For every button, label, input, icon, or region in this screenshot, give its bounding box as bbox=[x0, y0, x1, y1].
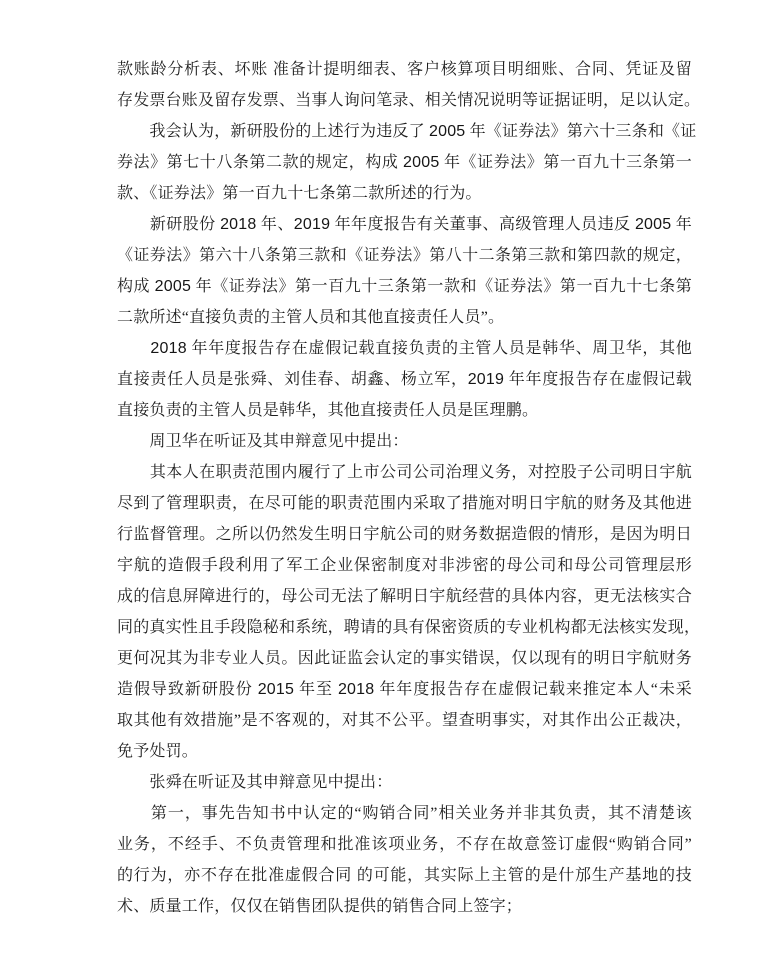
text-line: 宇航的造假手段利用了军工企业保密制度对非涉密的母公司和母公司管理层形 bbox=[117, 557, 692, 574]
text-line: 第一，事先告知书中认定的“购销合同”相关业务并非其负责，其不清楚该 bbox=[117, 805, 692, 822]
numeral: 2018 bbox=[150, 340, 187, 357]
numeral: 2018 bbox=[337, 681, 375, 698]
paragraph bbox=[117, 798, 692, 922]
numeral: 2005 bbox=[403, 154, 440, 171]
document-body bbox=[117, 54, 701, 922]
text-line: 构成 2005 年《证券法》第一百九十三条第一款和《证券法》第一百九十七条第 bbox=[117, 278, 692, 295]
text-line: 同的真实性且手段隐秘和系统，聘请的具有保密资质的专业机构都无法核实发现， bbox=[117, 619, 701, 636]
paragraph bbox=[117, 457, 701, 767]
numeral: 2019 bbox=[467, 371, 505, 388]
numeral: 2018 bbox=[220, 216, 257, 233]
text-line: 更何况其为非专业人员。因此证监会认定的事实错误，仅以现有的明日宇航财务 bbox=[117, 650, 692, 667]
text-line: 《证券法》第六十八条第三款和《证券法》第八十二条第三款和第四款的规定， bbox=[117, 247, 692, 264]
text-line: 直接负责的主管人员是韩华，其他直接责任人员是匡理鹏。 bbox=[117, 402, 539, 419]
text-line: 行监督管理。之所以仍然发生明日宇航公司的财务数据造假的情形，是因为明日 bbox=[117, 526, 692, 543]
text-line: 新研股份 2018 年、2019 年年度报告有关董事、高级管理人员违反 2005 年 bbox=[117, 216, 692, 233]
text-line: 术、质量工作，仅仅在销售团队提供的销售合同上签字； bbox=[117, 898, 523, 915]
text-line: 尽到了管理职责，在尽可能的职责范围内采取了措施对明日宇航的财务及其他进 bbox=[117, 495, 692, 512]
text-line: 造假导致新研股份 2015 年至 2018 年年度报告存在虚假记载来推定本人“未采 bbox=[117, 681, 692, 698]
paragraph bbox=[117, 116, 697, 209]
paragraph bbox=[117, 333, 692, 426]
paragraph bbox=[117, 767, 692, 798]
text-line: 款账龄分析表、坏账 准备计提明细表、客户核算项目明细账、合同、凭证及留 bbox=[117, 61, 692, 78]
text-line: 直接责任人员是张舜、刘佳春、胡鑫、杨立军，2019 年年度报告存在虚假记载 bbox=[117, 371, 693, 388]
text-line: 款、《证券法》第一百九十七条第二款所述的行为。 bbox=[117, 185, 482, 202]
numeral: 2005 bbox=[154, 278, 192, 295]
text-line: 取其他有效措施”是不客观的，对其不公平。望查明事实，对其作出公正裁决， bbox=[117, 712, 692, 729]
text-line: 券法》第七十八条第二款的规定，构成 2005 年《证券法》第一百九十三条第一 bbox=[117, 154, 692, 171]
text-line: 2018 年年度报告存在虚假记载直接负责的主管人员是韩华、周卫华，其他 bbox=[150, 340, 692, 357]
paragraph bbox=[117, 426, 692, 457]
text-line: 的行为，亦不存在批准虚假合同 的可能，其实际上主管的是什邡生产基地的技 bbox=[117, 867, 692, 884]
paragraph bbox=[117, 54, 701, 116]
text-line: 张舜在听证及其申辩意见中提出： bbox=[117, 774, 393, 791]
text-line: 存发票台账及留存发票、当事人询问笔录、相关情况说明等证据证明，足以认定。 bbox=[117, 92, 701, 109]
paragraph bbox=[117, 209, 692, 333]
text-line: 周卫华在听证及其申辩意见中提出： bbox=[117, 433, 409, 450]
text-line: 其本人在职责范围内履行了上市公司公司治理义务，对控股子公司明日宇航 bbox=[117, 464, 692, 481]
text-line: 我会认为，新研股份的上述行为违反了 2005 年《证券法》第六十三条和《证 bbox=[117, 123, 697, 140]
text-line: 成的信息屏障进行的，母公司无法了解明日宇航经营的具体内容，更无法核实合 bbox=[117, 588, 692, 605]
text-line: 二款所述“直接负责的主管人员和其他直接责任人员”。 bbox=[117, 309, 505, 326]
numeral: 2005 bbox=[429, 123, 466, 140]
text-line: 业务，不经手、不负责管理和批准该项业务，不存在故意签订虚假“购销合同” bbox=[117, 836, 692, 853]
numeral: 2019 bbox=[293, 216, 331, 233]
numeral: 2005 bbox=[634, 216, 672, 233]
text-line: 免予处罚。 bbox=[117, 743, 199, 760]
numeral: 2015 bbox=[257, 681, 295, 698]
